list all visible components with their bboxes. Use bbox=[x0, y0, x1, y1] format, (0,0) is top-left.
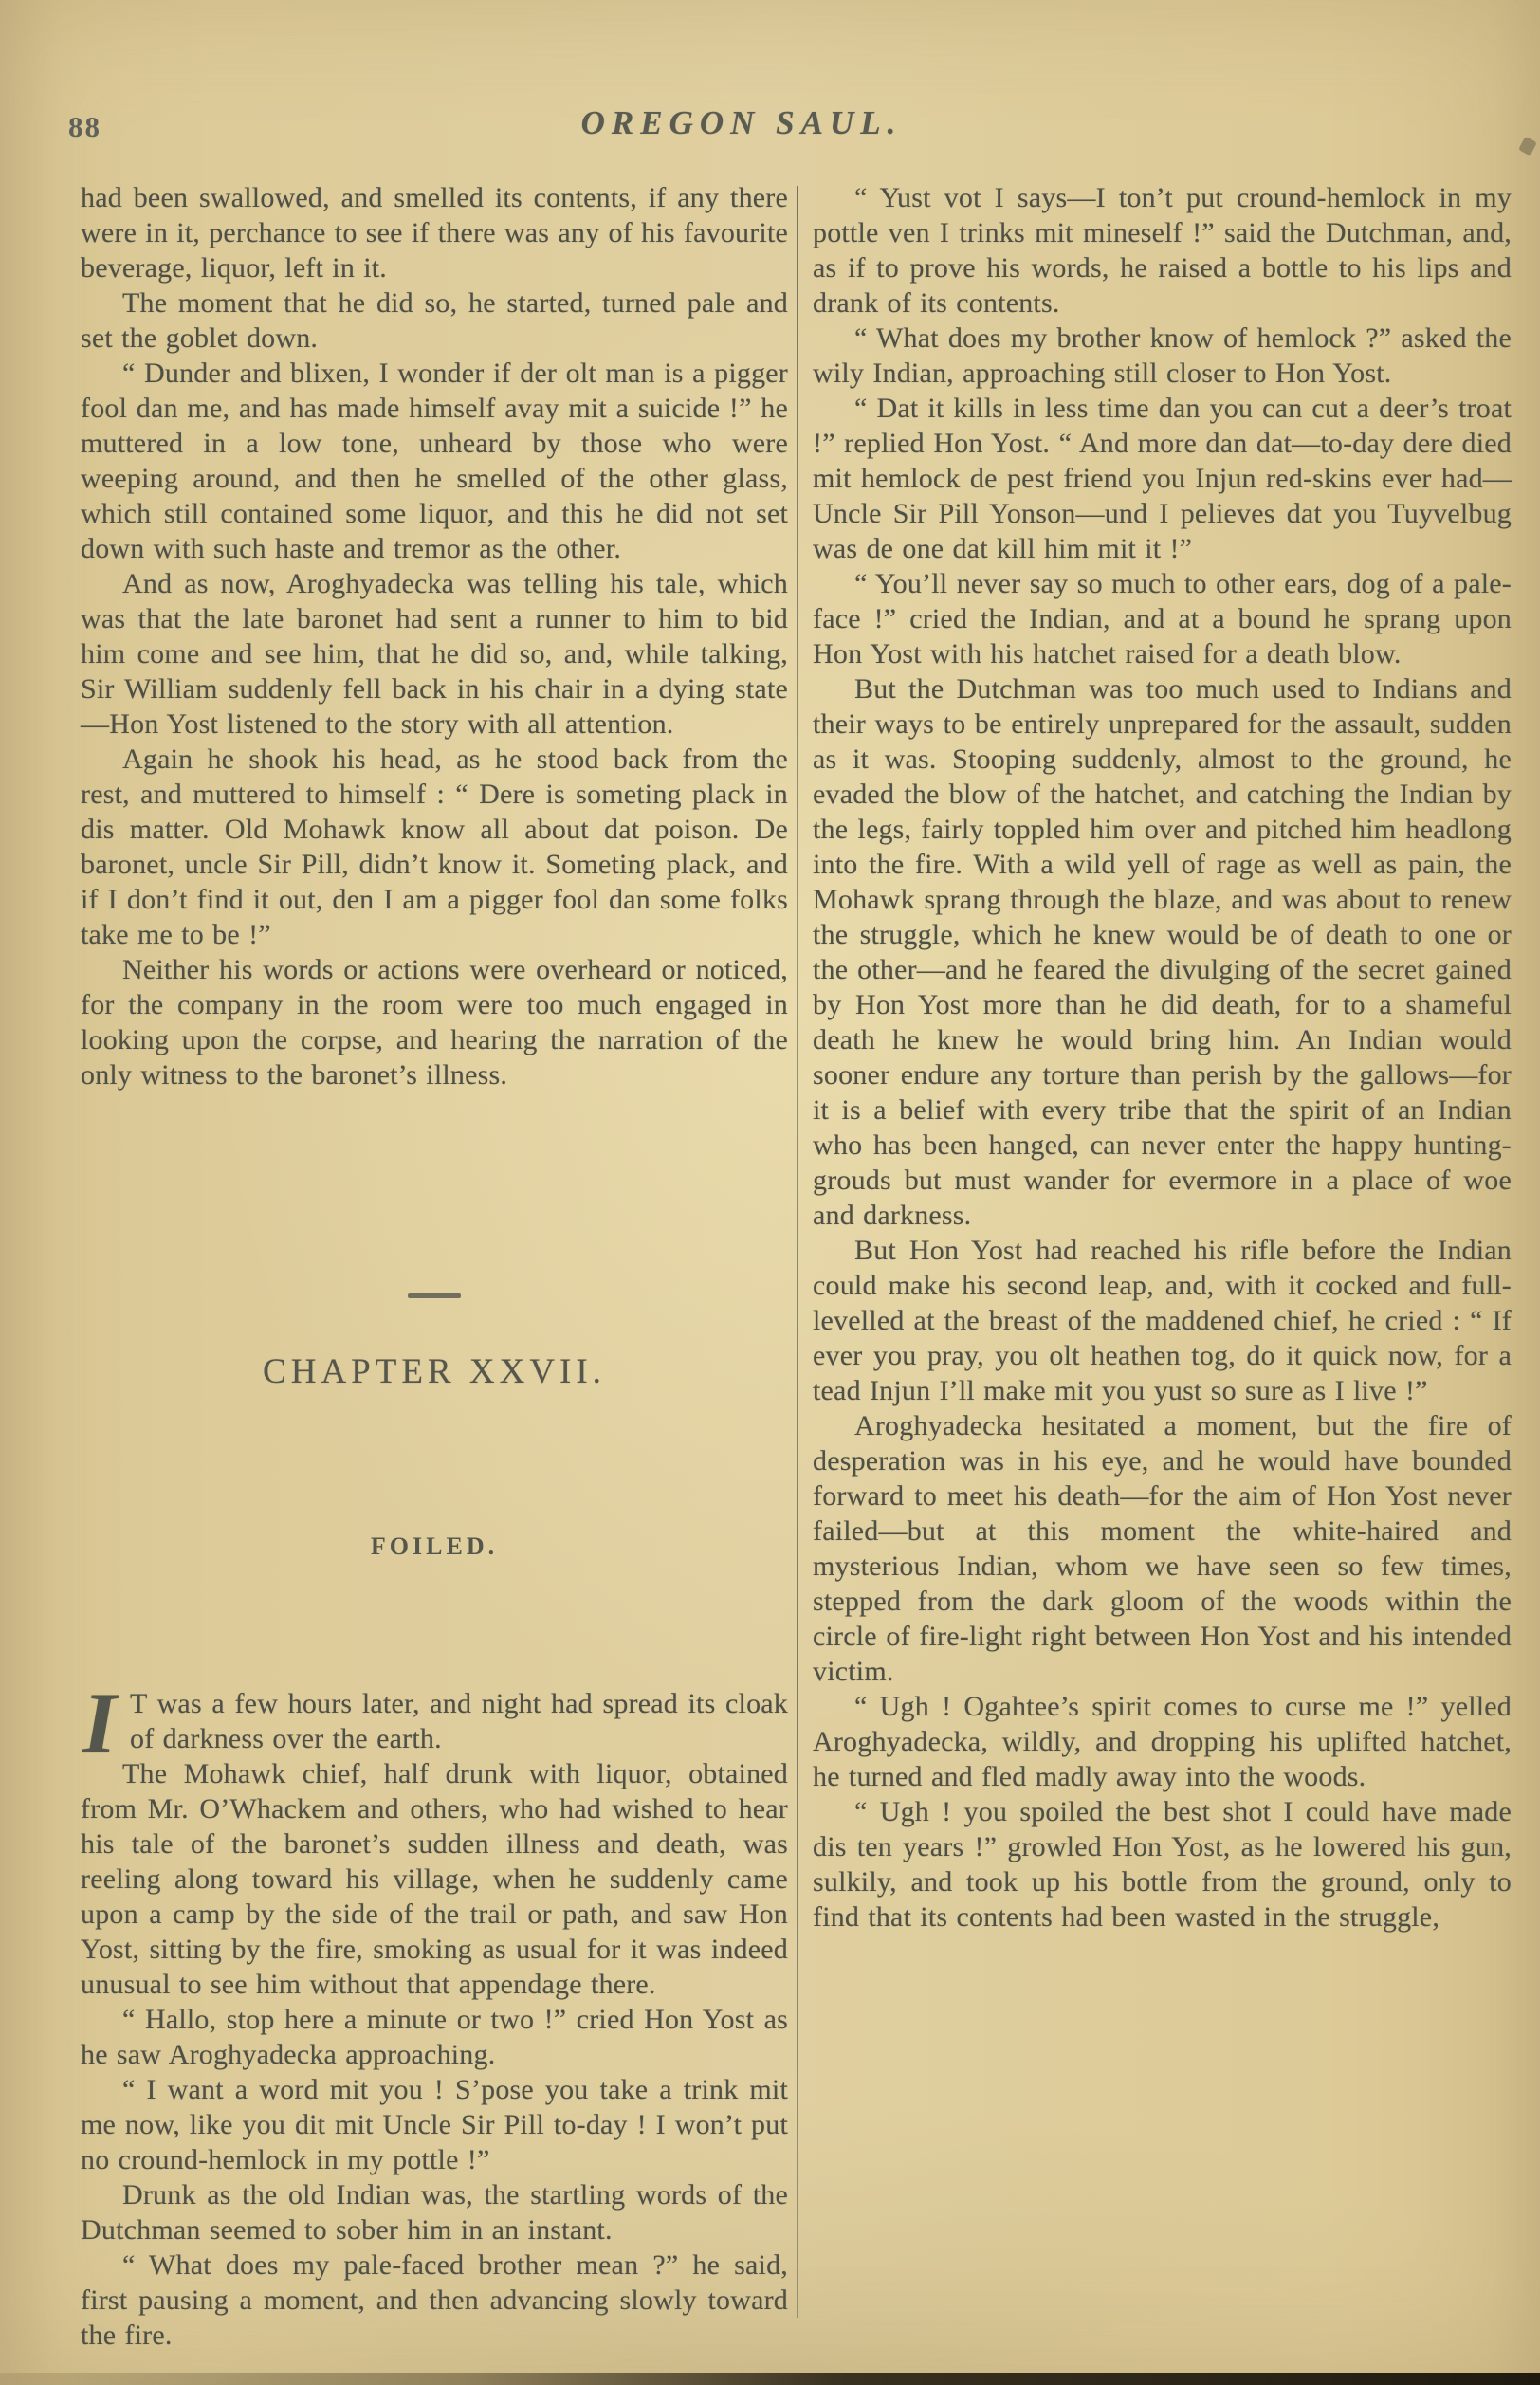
scan-speck bbox=[1518, 137, 1537, 156]
column-divider-rule bbox=[797, 186, 798, 2318]
text-paragraph: But the Dutchman was too much used to Indians and their ways to be entirely unprepared for the assault, sudden as it was. Stooping suddenly, almost to the ground, he evaded the blow of the hatchet, and catching the Indian by the legs, fairly toppled him over and pitched him headlong into the fire. With a wild yell of rage as well as pain, the Mohawk sprang through the blaze, and was about to renew the struggle, which he knew would be of death to one or the other—and he feared the divulging of the secret gained by Hon Yost more than he did death, for to a shameful death he knew he would bring him. An Indian would sooner endure any torture than perish by the gallows—for it is a belief with every tribe that the spirit of an Indian who has been hanged, can never enter the happy hunting-grouds but must wander for evermore in a place of woe and darkness. bbox=[813, 673, 1512, 1231]
left-column bbox=[81, 180, 788, 2353]
text-paragraph: “ Ugh ! Ogahtee’s spirit comes to curse me !” yelled Aroghyadecka, wildly, and dropping his uplifted hatchet, he turned and fled madly away into the woods. bbox=[813, 1691, 1512, 1792]
text-paragraph: “ Hallo, stop here a minute or two !” cried Hon Yost as he saw Aroghyadecka approaching. bbox=[81, 2004, 788, 2070]
text-paragraph: Neither his words or actions were overheard or noticed, for the company in the room were too much engaged in looking upon the corpse, and hearing the narration of the only witness to the baronet’s illness. bbox=[81, 954, 788, 1091]
right-column bbox=[813, 180, 1512, 1935]
text-paragraph: And as now, Aroghyadecka was telling his tale, which was that the late baronet had sent a runner to him to bid him come and see him, that he did so, and, while talking, Sir William suddenly fell back in his chair in a dying state—Hon Yost listened to the story with all attention. bbox=[81, 568, 788, 740]
text-paragraph: “ Ugh ! you spoiled the best shot I could have made dis ten years !” growled Hon Yost, as he lowered his gun, sulkily, and took up his bottle from the ground, only to find that its contents had been wasted in the struggle, bbox=[813, 1796, 1512, 1933]
page-number: 88 bbox=[68, 110, 101, 143]
chapter-title: CHAPTER XXVII. bbox=[263, 1352, 606, 1391]
text-paragraph: “ What does my brother know of hemlock ?” asked the wily Indian, approaching still closer to Hon Yost. bbox=[813, 322, 1512, 389]
text-paragraph: “ Dat it kills in less time dan you can cut a deer’s troat !” replied Hon Yost. “ And more dan dat—to-day dere died mit hemlock de pest friend you Injun red-skins ever had—Uncle Sir Pill Yonson—und I pelieves dat you Tuyvelbug was de one dat kill him mit it !” bbox=[813, 393, 1512, 564]
text-paragraph: Aroghyadecka hesitated a moment, but the fire of desperation was in his eye, and he would have bounded forward to meet his death—for the aim of Hon Yost never failed—but at this moment the white-haired and mysterious Indian, whom we have seen so few times, stepped from the dark gloom of the woods within the circle of fire-light right between Hon Yost and his intended victim. bbox=[813, 1410, 1512, 1687]
text-paragraph: had been swallowed, and smelled its contents, if any there were in it, perchance to see if there was any of his favourite beverage, liquor, left in it. bbox=[81, 182, 788, 284]
text-paragraph: “ Yust vot I says—I ton’t put cround-hemlock in my pottle ven I trinks mit mineself !” said the Dutchman, and, as if to prove his words, he raised a bottle to his lips and drank of its contents. bbox=[813, 182, 1512, 319]
text-paragraph: Again he shook his head, as he stood back from the rest, and muttered to himself : “ Dere is someting plack in dis matter. Old Mohawk know all about dat poison. De baronet, uncle Sir Pill, didn’t know it. Someting plack, and if I don’t find it out, den I am a pigger fool dan some folks take me to be !” bbox=[81, 743, 788, 950]
text-paragraph: The Mohawk chief, half drunk with liquor, obtained from Mr. O’Whackem and others, who had wished to hear his tale of the baronet’s sudden illness and death, was reeling along toward his village, when he suddenly came upon a camp by the side of the trail or path, and saw Hon Yost, sitting by the fire, smoking as usual for it was indeed unusual to see him without that appendage there. bbox=[81, 1758, 788, 2000]
text-paragraph: “ What does my pale-faced brother mean ?” he said, first pausing a moment, and then advancing slowly toward the fire. bbox=[81, 2249, 788, 2351]
text-paragraph: The moment that he did so, he started, turned pale and set the goblet down. bbox=[81, 287, 788, 354]
running-title: OREGON SAUL. bbox=[580, 104, 903, 141]
text-paragraph: “ Dunder and blixen, I wonder if der olt man is a pigger fool dan me, and has made himself avay mit a suicide !” he muttered in a low tone, unheard by those who were weeping around, and then he smelled of the other glass, which still contained some liquor, and this he did not set down with such haste and tremor as the other. bbox=[81, 358, 788, 564]
section-divider bbox=[408, 1293, 461, 1298]
text-paragraph: But Hon Yost had reached his rifle before the Indian could make his second leap, and, with it cocked and full-levelled at the breast of the maddened chief, he cried : “ If ever you pray, you olt heathen tog, do it quick now, for a tead Injun I’ll make mit you yust so sure as I live !” bbox=[813, 1235, 1512, 1406]
text-paragraph: I T was a few hours later, and night had spread its cloak of darkness over the earth. bbox=[82, 1675, 788, 1771]
drop-cap: I bbox=[82, 1675, 118, 1771]
chapter-subtitle: FOILED. bbox=[370, 1532, 499, 1560]
text-paragraph: “ I want a word mit you ! S’pose you take a trink mit me now, like you dit mit Uncle Sir Pill to-day ! I won’t put no cround-hemlock in my pottle !” bbox=[81, 2074, 788, 2175]
text-paragraph: Drunk as the old Indian was, the startling words of the Dutchman seemed to sober him in an instant. bbox=[81, 2179, 788, 2246]
text-paragraph: “ You’ll never say so much to other ears, dog of a pale-face !” cried the Indian, and at a bound he sprang upon Hon Yost with his hatchet raised for a death blow. bbox=[813, 568, 1512, 670]
